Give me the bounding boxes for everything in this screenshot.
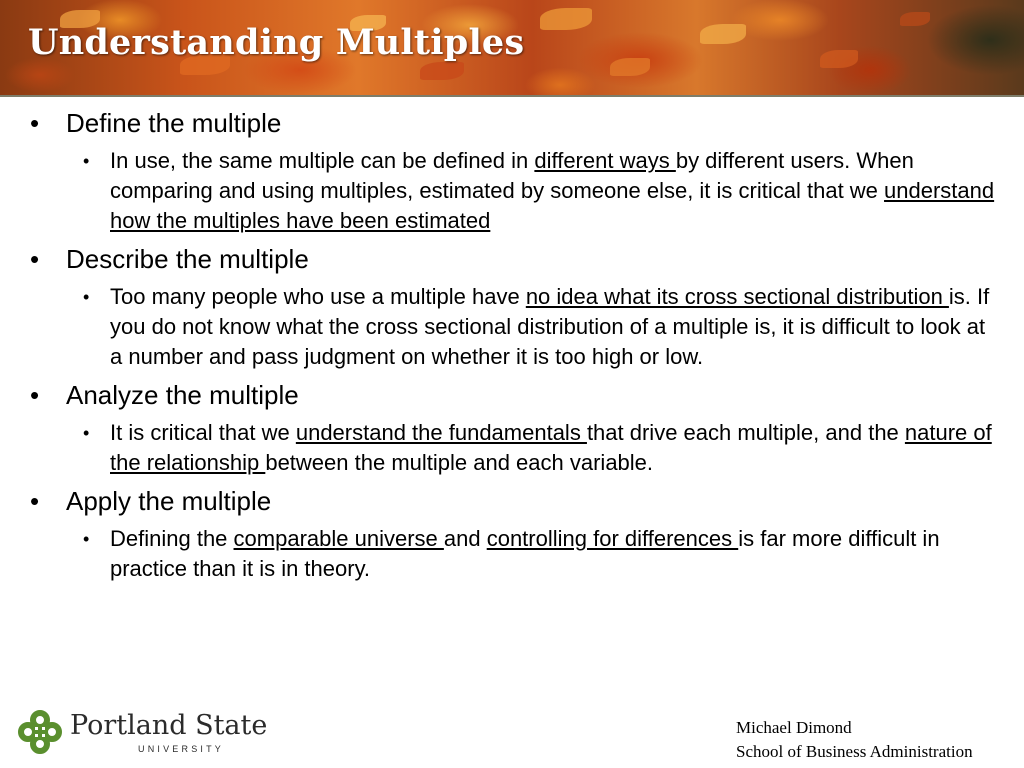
emphasized-text: comparable universe [233,526,444,551]
bullet-text: is. If you do not know what the cross sectional distribution of a multiple is, it is difficult to look at a number and pass judgment on whether it is too high or low. [110,284,990,369]
emphasized-text: understand how the multiples have been estimated [110,178,995,233]
psu-knot-icon [18,710,62,754]
bullet-text: between the multiple and each variable. [265,450,654,475]
bullet-text: Too many people who use a multiple have [110,284,526,309]
bullet-heading: • Analyze the multiple [0,380,1024,410]
footer-credit [736,716,973,764]
bullet-text: that drive each multiple, and the [586,420,905,445]
bullet-heading: • Describe the multiple [0,244,1024,274]
bullet-text: and [443,526,487,551]
sub-bullet [0,524,1024,584]
emphasized-text: different ways [534,148,676,173]
emphasized-text: controlling for differences [486,526,739,551]
logo-subtitle: UNIVERSITY [138,744,225,754]
sub-bullet [0,146,1024,236]
bullet-text: by different users. When comparing and using multiples, estimated by someone else, it is critical that we [110,148,914,203]
sub-bullet [0,282,1024,372]
emphasized-text: nature of the relationship [110,420,992,475]
bullet-text: It is critical that we [110,420,296,445]
bullet-text: Defining the [110,526,234,551]
logo-name: Portland State [70,710,268,741]
slide-title: Understanding Multiples [28,22,525,63]
bullet-text: is far more difficult in practice than it is in theory. [110,526,940,581]
emphasized-text: understand the fundamentals [295,420,587,445]
footer-author: Michael Dimond [736,718,852,737]
bullet-list [0,108,1024,592]
university-logo [18,708,268,758]
header-divider [0,95,1024,97]
bullet-text: In use, the same multiple can be defined in [110,148,535,173]
sub-bullet [0,418,1024,478]
bullet-heading: • Define the multiple [0,108,1024,138]
footer-school: School of Business Administration [736,742,973,761]
header-banner [0,0,1024,95]
emphasized-text: no idea what its cross sectional distribution [525,284,949,309]
bullet-heading: • Apply the multiple [0,486,1024,516]
